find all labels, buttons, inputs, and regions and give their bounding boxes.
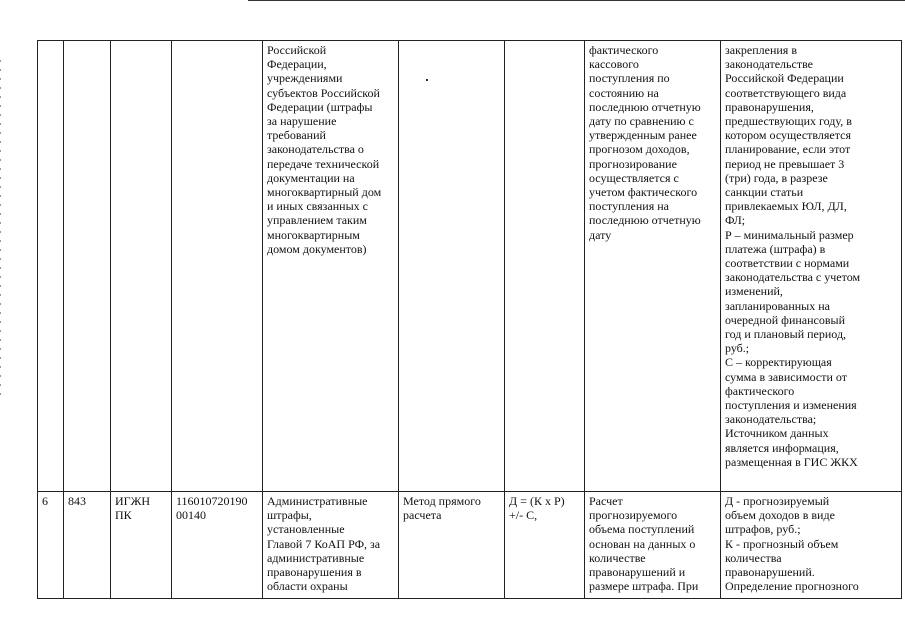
table-row: [38, 41, 902, 492]
admin-code-cell: 843: [64, 492, 111, 599]
method-cell: Метод прямого расчета: [399, 492, 505, 599]
stray-dot: [426, 79, 428, 81]
admin-code-cell: [64, 41, 111, 492]
admin-name-cell: ИГЖН ПК: [111, 492, 172, 599]
row-number-cell: 6: [38, 492, 64, 599]
revenue-name-cell: Административные штрафы, установленные Главой 7 КоАП РФ, за административные правонарушения в области охраны: [263, 492, 399, 599]
row-number-cell: [38, 41, 64, 492]
revenue-name-cell: Российской Федерации, учреждениями субъектов Российской Федерации (штрафы за нарушение требований законодательства о передаче технической документации на многоквартирный дом и иных связанных с управлением таким многоквартирным домом документов): [263, 41, 399, 492]
page-top-rule: [248, 0, 905, 1]
kbk-cell: [172, 41, 263, 492]
scan-edge-marks: [0, 60, 1, 400]
formula-cell: Д = (К х Р) +/- С,: [505, 492, 585, 599]
method-cell: [399, 41, 505, 492]
indicators-cell: закрепления в законодательстве Российской Федерации соответствующего вида правонарушения, предшествующих году, в котором осуществляется планирование, если этот период не превышает 3 (три) года, в разрезе санкции статьи привлекаемых ЮЛ, ДЛ, ФЛ; Р – минимальный размер платежа (штрафа) в соответствии с нормами законодательства с учетом изменений, запланированных на очередной финансовый год и плановый период, руб.; С – корректирующая сумма в зависимости от фактического поступления и изменения законодательства; Источником данных является информация, размещенная в ГИС ЖКХ: [721, 41, 902, 492]
table-row: [38, 492, 902, 599]
algorithm-cell: фактического кассового поступления по состоянию на последнюю отчетную дату по сравнению с утвержденным ранее прогнозом доходов, прогнозирование осуществляется с учетом фактического поступления на последнюю отчетную дату: [585, 41, 721, 492]
kbk-cell: 116010720190 00140: [172, 492, 263, 599]
algorithm-cell: Расчет прогнозируемого объема поступлений основан на данных о количестве правонарушений и размере штрафа. При: [585, 492, 721, 599]
formula-cell: [505, 41, 585, 492]
indicators-cell: Д - прогнозируемый объем доходов в виде штрафов, руб.; К - прогнозный объем количества правонарушений. Определение прогнозного: [721, 492, 902, 599]
forecast-table: [37, 40, 902, 599]
admin-name-cell: [111, 41, 172, 492]
